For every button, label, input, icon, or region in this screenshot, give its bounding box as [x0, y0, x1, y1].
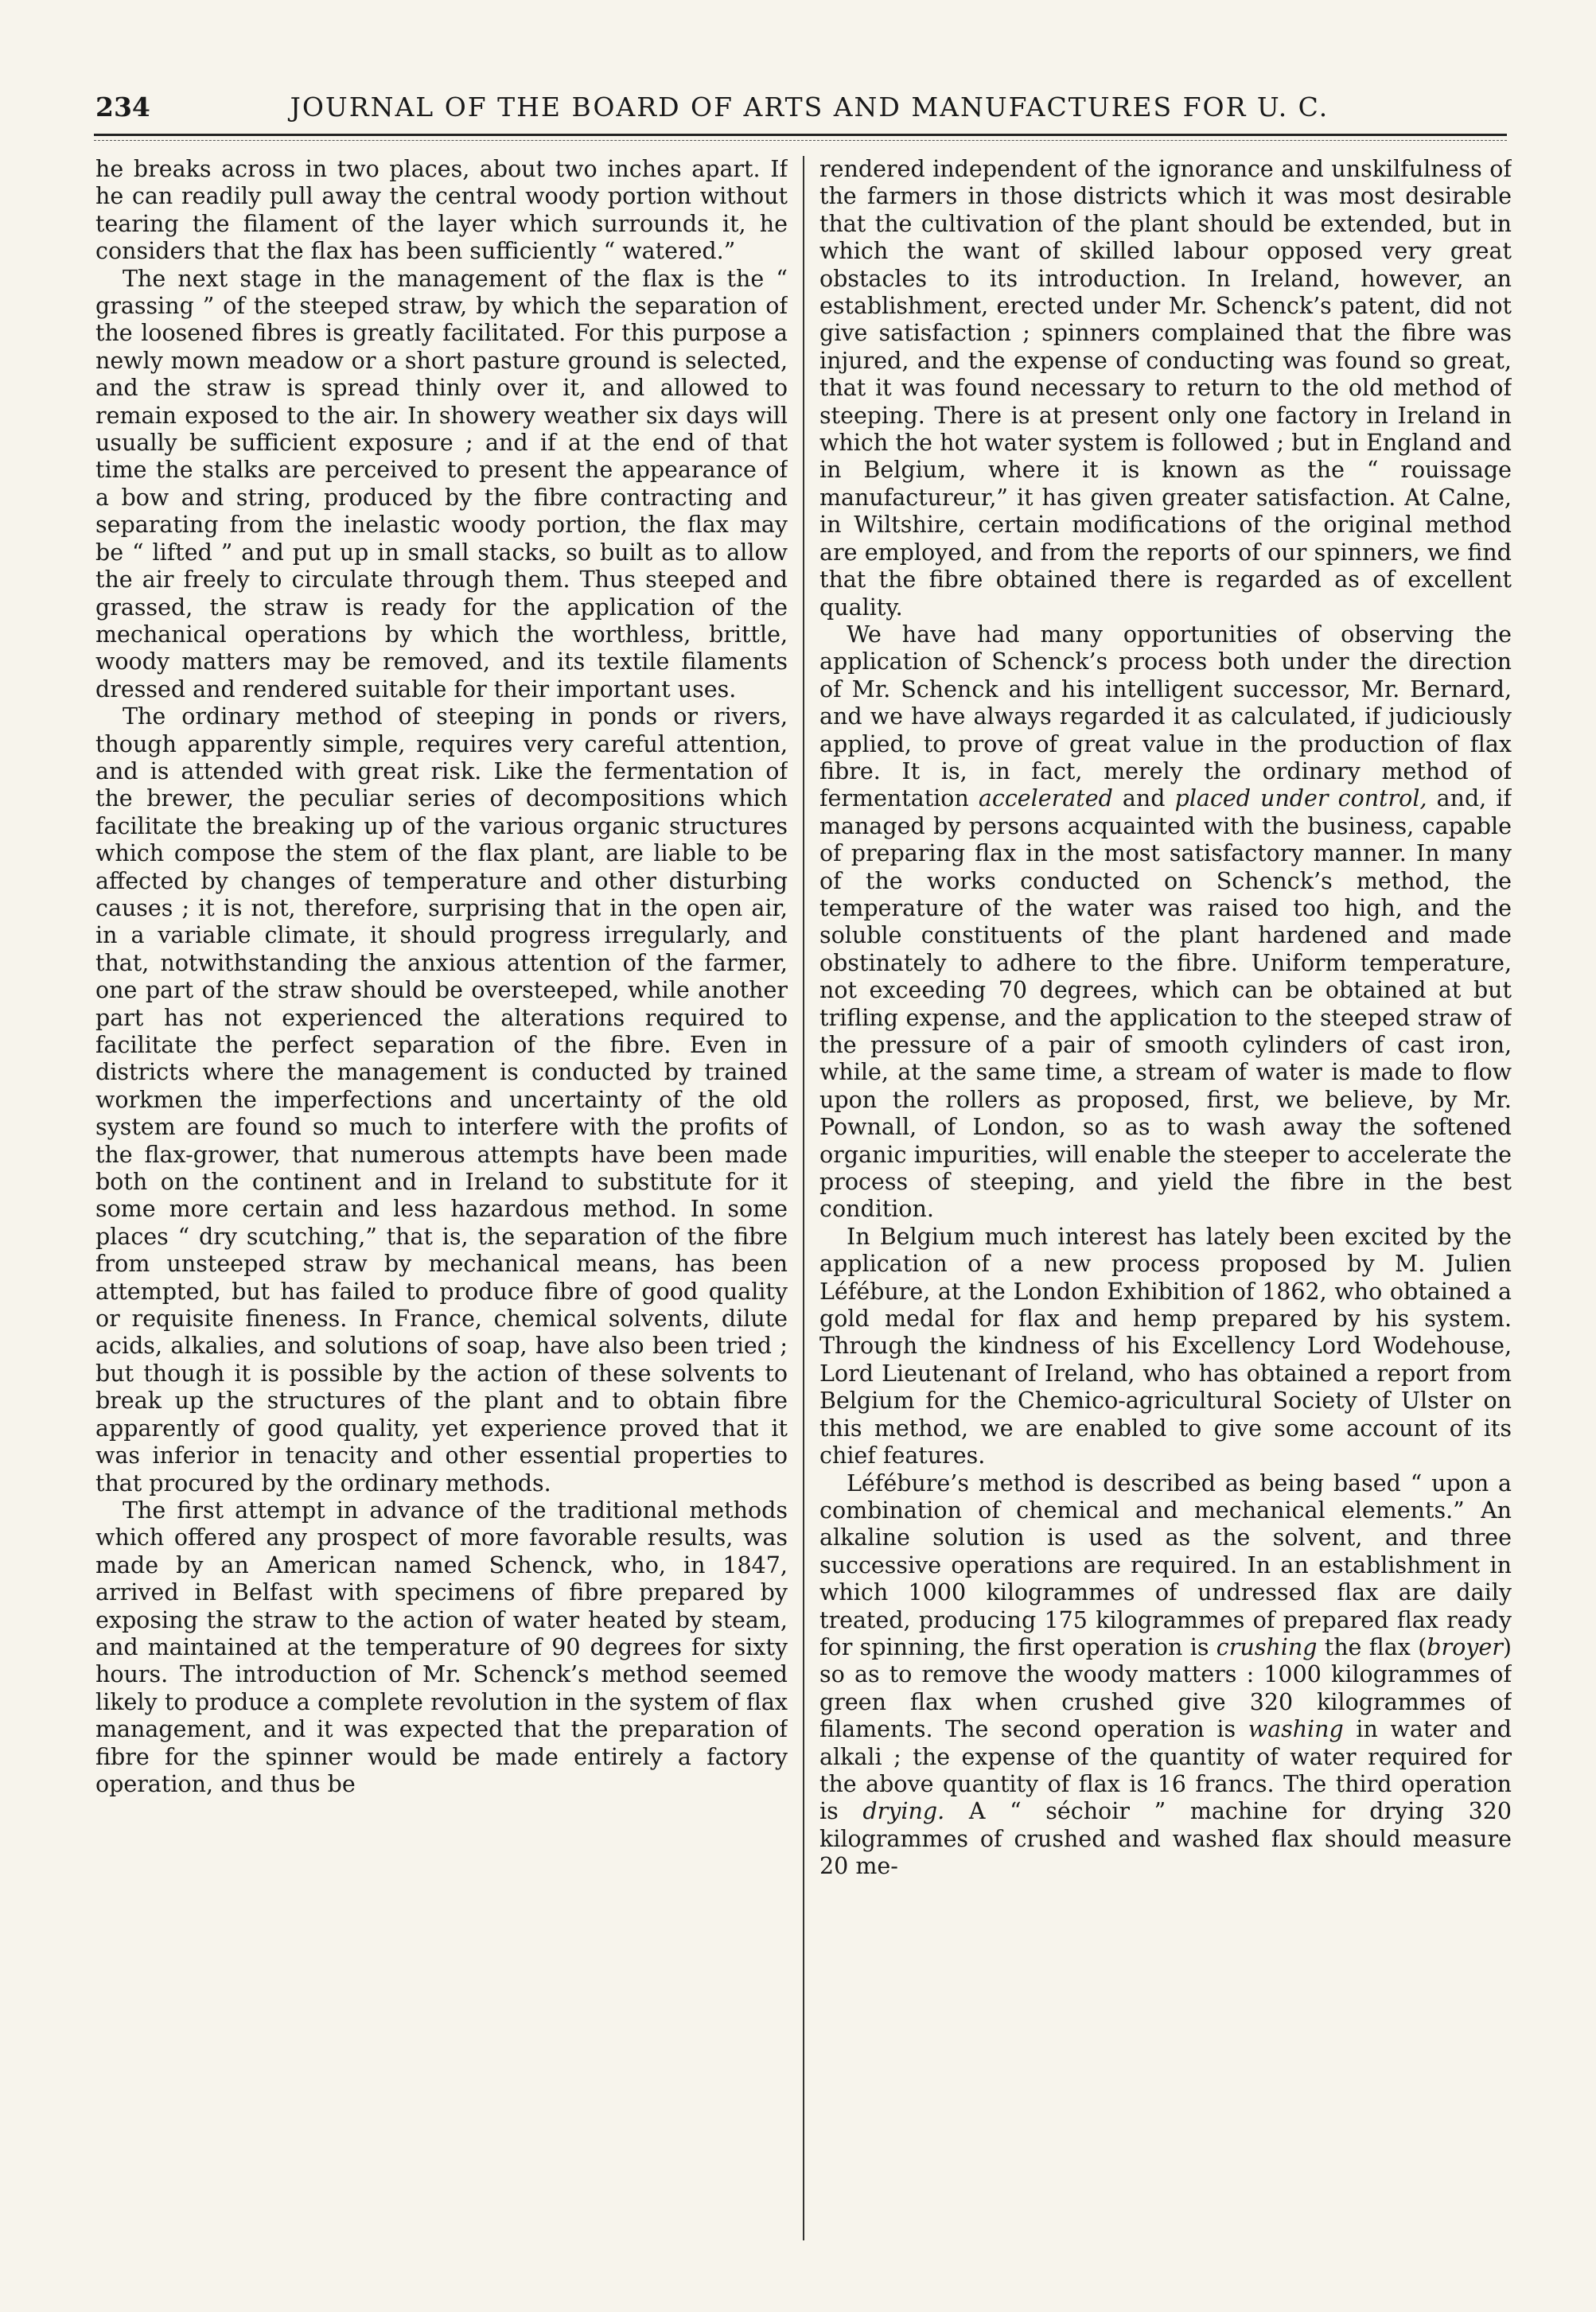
header-rule-dashed [94, 140, 1507, 141]
text-run: Léfébure’s method is described as being based “ upon a combination of chemical and mechanical elements.” An alkaline solution is used as the solvent, and three successive operations are required. In an establishment in which 1000 kilogrammes of undressed flax are daily treated, producing 175 kilogrammes of prepared flax ready for spinning, the first operation is [819, 1469, 1512, 1660]
text-run: and [1112, 785, 1175, 812]
text-columns [95, 156, 1512, 2256]
left-column [95, 156, 788, 2256]
text-run: A “ séchoir ” machine for drying 320 kilogrammes of crushed and washed flax should measure 20 me- [819, 1798, 1512, 1880]
paragraph: The next stage in the management of the flax is the “ grassing ” of the steeped straw, by which the separation of the loosened fibres is greatly facilitated. For this purpose a newly mown meadow or a short pasture ground is selected, and the straw is spread thinly over it, and allowed to remain exposed to the air. In showery weather six days will usually be sufficient exposure ; and if at the end of that time the stalks are perceived to present the appearance of a bow and string, produced by the fibre contracting and separating from the inelastic woody portion, the flax may be “ lifted ” and put up in small stacks, so built as to allow the air freely to circulate through them. Thus steeped and grassed, the straw is ready for the application of the mechanical operations by which the worthless, brittle, woody matters may be removed, and its textile filaments dressed and rendered suitable for their important uses. [95, 265, 788, 703]
text-run: and, if managed by persons acquainted with the business, capable of preparing flax in the most satisfactory manner. In many of the works conducted on Schenck’s method, the temperature of the water was raised too high, and the soluble constituents of the plant hardened and made obstinately to adhere to the fibre. Uniform temperature, not exceeding 70 degrees, which can be obtained at but trifling expense, and the application to the steeped straw of the pressure of a pair of smooth cylinders of cast iron, while, at the same time, a stream of water is made to flow upon the rollers as proposed, first, we believe, by Mr. Pownall, of London, so as to wash away the softened organic impurities, will enable the steeper to accelerate the process of steeping, and yield the fibre in the best condition. [819, 785, 1512, 1223]
paragraph: The ordinary method of steeping in ponds or rivers, though apparently simple, requires very careful attention, and is attended with great risk. Like the fermentation of the brewer, the peculiar series of decompositions which facilitate the breaking up of the various organic structures which compose the stem of the flax plant, are liable to be affected by changes of temperature and other disturbing causes ; it is not, therefore, surprising that in the open air, in a variable climate, it should progress irregularly, and that, notwithstanding the anxious attention of the farmer, one part of the straw should be oversteeped, while another part has not experienced the alterations required to facilitate the perfect separation of the fibre. Even in districts where the management is conducted by trained workmen the imperfections and uncertainty of the old system are found so much to interfere with the profits of the flax-grower, that numerous attempts have been made both on the continent and in Ireland to substitute for it some more certain and less hazardous method. In some places “ dry scutching,” that is, the separation of the fibre from unsteeped straw by mechanical means, has been attempted, but has failed to produce fibre of good quality or requisite fineness. In France, chemical solvents, dilute acids, alkalies, and solutions of soap, have also been tried ; but though it is possible by the action of these solvents to break up the structures of the plant and to obtain fibre apparently of good quality, yet experience proved that it was inferior in tenacity and other essential properties to that procured by the ordinary methods. [95, 703, 788, 1497]
paragraph [819, 1470, 1512, 1881]
header-rule [94, 134, 1507, 136]
column-divider [803, 156, 804, 2240]
paragraph: rendered independent of the ignorance and unskilfulness of the farmers in those districts which it was most desirable that the cultivation of the plant should be extended, but in which the want of skilled labour opposed very great obstacles to its introduction. In Ireland, however, an establishment, erected under Mr. Schenck’s patent, did not give satisfaction ; spinners complained that the fibre was injured, and the expense of conducting was found so great, that it was found necessary to return to the old method of steeping. There is at present only one factory in Ireland in which the hot water system is followed ; but in England and in Belgium, where it is known as the “ rouissage manufactureur,” it has given greater satisfaction. At Calne, in Wiltshire, certain modifications of the original method are employed, and from the reports of our spinners, we find that the fibre obtained there is regarded as of excellent quality. [819, 156, 1512, 621]
running-title: JOURNAL OF THE BOARD OF ARTS AND MANUFACTURES FOR U. C. [290, 91, 1329, 123]
text-run: in water and alkali ; the expense of the quantity of water required for the above quantity of flax is 16 francs. The third operation is [819, 1716, 1512, 1825]
italic-text: placed under control, [1174, 785, 1427, 812]
italic-text: washing [1248, 1716, 1344, 1743]
italic-text: drying. [862, 1798, 945, 1825]
italic-text: crushing [1216, 1633, 1318, 1660]
text-run: ) so as to remove the woody matters : 1000 kilogrammes of green flax when crushed give 320 kilogrammes of filaments. The second operation is [819, 1633, 1512, 1743]
italic-text: broyer [1427, 1633, 1503, 1660]
italic-text: accelerated [978, 785, 1113, 812]
page-header [95, 86, 1501, 127]
paragraph [819, 621, 1512, 1224]
paragraph: he breaks across in two places, about two inches apart. If he can readily pull away the central woody portion without tearing the filament of the layer which surrounds it, he considers that the flax has been sufficiently “ watered.” [95, 156, 788, 265]
page-number: 234 [95, 91, 150, 123]
paragraph: The first attempt in advance of the traditional methods which offered any prospect of more favorable results, was made by an American named Schenck, who, in 1847, arrived in Belfast with specimens of fibre prepared by exposing the straw to the action of water heated by steam, and maintained at the temperature of 90 degrees for sixty hours. The introduction of Mr. Schenck’s method seemed likely to produce a complete revolution in the system of flax management, and it was expected that the preparation of fibre for the spinner would be made entirely a factory operation, and thus be [95, 1497, 788, 1797]
text-run: We have had many opportunities of observing the application of Schenck’s process both under the direction of Mr. Schenck and his intelligent successor, Mr. Bernard, and we have always regarded it as calculated, if judiciously applied, to prove of great value in the production of flax fibre. It is, in fact, merely the ordinary method of fermentation [819, 621, 1512, 812]
right-column [819, 156, 1512, 2256]
paragraph: In Belgium much interest has lately been excited by the application of a new process proposed by M. Julien Léfébure, at the London Exhibition of 1862, who obtained a gold medal for flax and hemp prepared by his system. Through the kindness of his Excellency Lord Wodehouse, Lord Lieutenant of Ireland, who has obtained a report from Belgium for the Chemico-agricultural Society of Ulster on this method, we are enabled to give some account of its chief features. [819, 1223, 1512, 1469]
text-run: the flax ( [1317, 1633, 1427, 1660]
